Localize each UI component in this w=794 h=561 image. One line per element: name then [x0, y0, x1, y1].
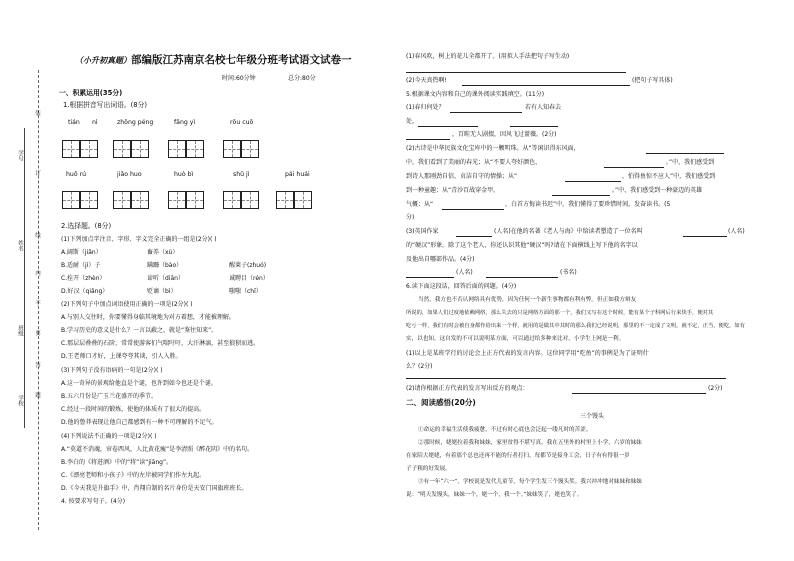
- fill-2f: 到一种童趣；从“青沙百战穿金甲，: [406, 187, 500, 194]
- writing-cell[interactable]: [294, 191, 312, 209]
- answer-line[interactable]: [683, 236, 727, 237]
- seal-char: 题: [34, 392, 40, 398]
- fill-2i: ，白首方悔读书迟”中，我们懂得了要珍惜时间，发奋读书。(5: [505, 201, 671, 208]
- option-b3: B.五六月份是广玉兰花盛开的季节。: [61, 393, 158, 400]
- option-b1-word2: 醒莱子(zhuó): [229, 262, 267, 269]
- answer-line[interactable]: [406, 378, 726, 379]
- writing-cell[interactable]: [62, 140, 80, 158]
- fill-3e: 及他出自哪部作品。(4分): [406, 256, 475, 263]
- fill-2a: (2)古诗是中华民族文化宝库中的一颗明珠。从“等闲识得东风面，: [406, 145, 580, 152]
- exam-time: 时间:60分钟: [222, 75, 256, 82]
- pinyin-label: tián: [68, 119, 80, 126]
- fill-1c: 处，: [406, 118, 419, 125]
- sidebar-label-name: 姓名: [17, 240, 23, 251]
- fill-2b: 中，我们看到了美丽的春光；从“不要人夸好颜色，: [406, 159, 542, 166]
- answer-line[interactable]: [406, 139, 450, 140]
- answer-line[interactable]: [646, 153, 724, 154]
- question-1: 1.根据拼音写出词语。(8分): [63, 101, 148, 109]
- option-a1-word: 畜养（xù）: [147, 249, 179, 256]
- writing-cell[interactable]: [62, 191, 80, 209]
- answer-line[interactable]: [442, 209, 504, 210]
- sidebar-label-class: 班级: [17, 325, 23, 336]
- fill-1d: ，百畦无人剧掇，因风飞过蔷薇。(2分): [452, 131, 557, 138]
- sub-question-2: (2)请你根据正方代表的发言写出反方的观点：: [406, 385, 529, 392]
- pinyin-label: fǎng yì: [174, 119, 196, 126]
- answer-line[interactable]: [486, 277, 558, 278]
- sub-question-1: (1)以上是某班学行的讨论会上正方代表的发言内容。这位同学用“吃鱼”的事例是为了证明什: [406, 350, 649, 357]
- pinyin-label: shǔ jì: [233, 171, 250, 178]
- fill-3g: (书名): [560, 269, 577, 276]
- fill-3b: (人名)在他的名著《老人与海》中给读者塑造了一位名叫: [494, 228, 643, 235]
- answer-line[interactable]: [510, 126, 558, 127]
- answer-line[interactable]: [406, 72, 626, 73]
- fill-2c: 。”中，我们感受到: [666, 159, 715, 166]
- pinyin-label: huò bì: [174, 171, 194, 178]
- option-d1-word: 贬谪（bì）: [147, 288, 177, 295]
- option-c1-word2: 诚聘目（rén）: [229, 275, 269, 282]
- title-text: 部编版江苏南京名校七年级分班考试语文试卷一: [131, 54, 352, 66]
- answer-line[interactable]: [552, 195, 610, 196]
- rewrite-2-suffix: (把句子写具体): [632, 77, 673, 84]
- writing-cell[interactable]: [131, 140, 149, 158]
- story-paragraph: 子子粗的好发展。: [406, 466, 451, 472]
- rewrite-2: (2)今天真热啊!: [406, 77, 447, 84]
- answer-line[interactable]: [572, 393, 706, 394]
- fill-3d: 的“硬汉”形象。除了这个老人，你还认识其他“硬汉”吗?请在下面横线上写下他的名字以: [406, 242, 638, 249]
- option-d4: D.《今天我是升旗手》中，肖翔自制的名片身份是天安门国旗班班长。: [61, 485, 248, 492]
- option-c4: C.《漂亮老师和小孩子》中的左岸被同学们作左丸起。: [61, 472, 206, 479]
- option-c1-word: 谛听（diān）: [147, 275, 184, 282]
- fill-3a: (3)英国作家: [406, 228, 439, 235]
- seal-char: 答: [34, 362, 40, 368]
- fill-2e: ，怕得鱼惊不应人”中，我们感受到: [622, 173, 716, 180]
- answer-line[interactable]: [565, 181, 621, 182]
- story-paragraph: ③有一年“六一”，学校说是发代儿童节，每个学生发三个馒头奖。我兴冲冲地对妹妹和妹妹: [418, 479, 642, 485]
- pinyin-label: pái huái: [285, 171, 310, 178]
- fill-2j: 分): [406, 214, 415, 221]
- pinyin-label: rǒu cuō: [230, 119, 254, 126]
- question-2-1: (1)下列加点字注音、字形、字义完全正确的一组是(2分)( ): [61, 236, 217, 243]
- writing-cell[interactable]: [131, 191, 149, 209]
- answer-line[interactable]: [604, 167, 664, 168]
- title-tag: （小升初真题）: [75, 56, 131, 65]
- answer-line[interactable]: [418, 126, 478, 127]
- question-2-4: (4)下列说法不正确的一项是(2分)( ): [61, 433, 157, 440]
- section-2-heading: 二、阅读感悟(20分): [406, 398, 476, 407]
- writing-cell[interactable]: [80, 191, 98, 209]
- fill-3c: (人名): [728, 228, 745, 235]
- option-b2: B.学习历史的意义是什么？一言以蔽之，就是“鉴往知来”。: [61, 327, 218, 334]
- seal-char: 内: [34, 270, 40, 276]
- option-d2: D.王老师口才好，上课夸夸其谈，引人入胜。: [61, 353, 182, 360]
- sub-question-2-score: (2分): [708, 385, 723, 392]
- fill-1b: 若有人知春去: [525, 104, 562, 111]
- rewrite-1: (1)春风吹，树上的花儿全都开了。(用拟人手法把句子写生动): [406, 53, 570, 60]
- seal-char: 线: [34, 232, 40, 238]
- question-2: 2.选择题。(8分): [61, 222, 112, 230]
- passage-line: 实，以也知，这自发的不可以说明某方面，可以通过给多种来比对。小学生上网是一利。: [406, 336, 625, 342]
- writing-cell[interactable]: [186, 140, 204, 158]
- story-paragraph: 说：“明天发馒头，妹妹一个，姥一个，我一个。”妹妹笑了，姥也笑了。: [406, 492, 583, 498]
- option-c3: C.经过一段时间的锻炼，使他的体质有了很大的提高。: [61, 406, 206, 413]
- answer-line[interactable]: [450, 112, 522, 113]
- seal-char: 订: [34, 170, 40, 176]
- fill-3f: (人名): [456, 269, 473, 276]
- writing-cell[interactable]: [241, 140, 259, 158]
- answer-line[interactable]: [406, 277, 454, 278]
- writing-cell[interactable]: [223, 191, 241, 209]
- option-c2: C.那层层叠叠的石阶，常常使游客们气喘吁吁，大汗淋漓，甚至狼狈而逃。: [61, 340, 260, 347]
- story-paragraph: ①命运的幸福生活使我疲惫，不过有时心底也会泛起一缕凡时的苦涩。: [418, 427, 592, 433]
- sidebar-label-student-id: 学号: [17, 150, 23, 161]
- option-a4: A.“莫道不消魂，帘卷西风，人比黄花瘦”是李清照《醉花阴》中的名句。: [61, 446, 254, 453]
- option-d3: D.他的鲁莽表现让他自己都感到有一种不可理解的不足气。: [61, 419, 218, 426]
- writing-cell[interactable]: [168, 191, 186, 209]
- option-a1: A.阔斯（jiǎn）: [61, 249, 102, 256]
- pinyin-label: nì: [92, 119, 98, 126]
- section-1-heading: 一、积累运用(35分): [59, 89, 123, 97]
- story-title: 三个馒头: [580, 413, 605, 420]
- pinyin-label: jiǎo huo: [117, 171, 142, 178]
- passage-line: 所说的，如果人们过度地依赖网络，那么失去的只是网络方面的那一个，我们又写在这个时候，能有某个子科网后行来快手，便对其: [406, 310, 714, 316]
- writing-cell[interactable]: [186, 191, 204, 209]
- seal-char: 要: [34, 330, 40, 336]
- option-b4: B.李白的《将进酒》中的“将”读“jiāng”。: [61, 459, 173, 466]
- fill-2h: 气概；从“: [406, 201, 434, 208]
- option-c1: C.拴开（zhèn）: [61, 275, 106, 282]
- question-6: 6.读下面这段话，回答后面的问题。(4分): [406, 283, 517, 290]
- sidebar-outer-line: [24, 128, 25, 428]
- exam-score: 总分:80分: [288, 75, 316, 82]
- option-b1-word: 蹒跚（bào）: [147, 262, 183, 269]
- question-4: 4. 按要求写句子。(4分): [61, 498, 126, 505]
- writing-cell[interactable]: [113, 140, 131, 158]
- writing-cell[interactable]: [241, 191, 259, 209]
- option-a2: A.与别人交往时，你要懂得身临其境地为对方着想，才能被理解。: [61, 314, 235, 321]
- story-paragraph: ②那时候，姥姥拉着我和妹妹，家里贫得不堪写真。我在五里外的村里上小学，六岁的妹妹: [418, 440, 642, 446]
- passage-line: 吃亏一样，我们有时会被自身都作给出来一个样，就用的是做其中其时的那么我们已经说明，那里的不一定成了文明，就不定，正当，便吃，如有: [406, 323, 746, 329]
- question-2-2: (2)下列句子中加点词语使用正确的一项是(2分)( ): [61, 301, 193, 308]
- option-d1-word2: 嗤嗤（chǐ）: [229, 288, 262, 295]
- option-b1: B.适耐（jì）子: [61, 262, 101, 269]
- option-d1: D.好汉（qiǎng）: [61, 288, 109, 295]
- answer-line[interactable]: [456, 236, 492, 237]
- pinyin-label: huō rú: [66, 171, 87, 178]
- seal-char: 装: [34, 110, 40, 116]
- writing-cell[interactable]: [113, 191, 131, 209]
- fill-2d: 到诗人那刚劲自信，贞洁自守的情操；从“: [406, 173, 518, 180]
- option-a3: A.这一奇异的景观给他直是个谜，也许到如今也还是个谜。: [61, 380, 217, 387]
- fill-1a: (1)春归何处？: [406, 104, 445, 111]
- question-2-3: (3)下列句子没有语病的一句是(2分)( ): [61, 367, 163, 374]
- story-paragraph: 在家陪大姥姥，有着那个总也还再不能的行者打扫，每都节是接身工会，日子有有得很一岁: [406, 453, 630, 459]
- writing-cell[interactable]: [80, 140, 98, 158]
- page-title: [75, 53, 352, 68]
- pinyin-label: zhōng péng: [117, 119, 154, 126]
- sub-question-1b: 么？(2分): [406, 363, 433, 370]
- sidebar-label-school: 学校: [17, 395, 23, 406]
- seal-char: 不: [34, 300, 40, 306]
- question-5: 5.根据课文内容和自己的课外阅读实践填空。(11分): [406, 91, 545, 98]
- writing-cell[interactable]: [276, 191, 294, 209]
- writing-cell[interactable]: [223, 140, 241, 158]
- fill-2g: 。”中，我们感受到一种豪迈的英雄: [612, 187, 703, 194]
- writing-cell[interactable]: [168, 140, 186, 158]
- answer-line[interactable]: [462, 85, 630, 86]
- passage-line: 当然，我方也不否认网络具有优势，因为任何一个新生事物都有利有弊。但正如我方辩友: [418, 297, 637, 303]
